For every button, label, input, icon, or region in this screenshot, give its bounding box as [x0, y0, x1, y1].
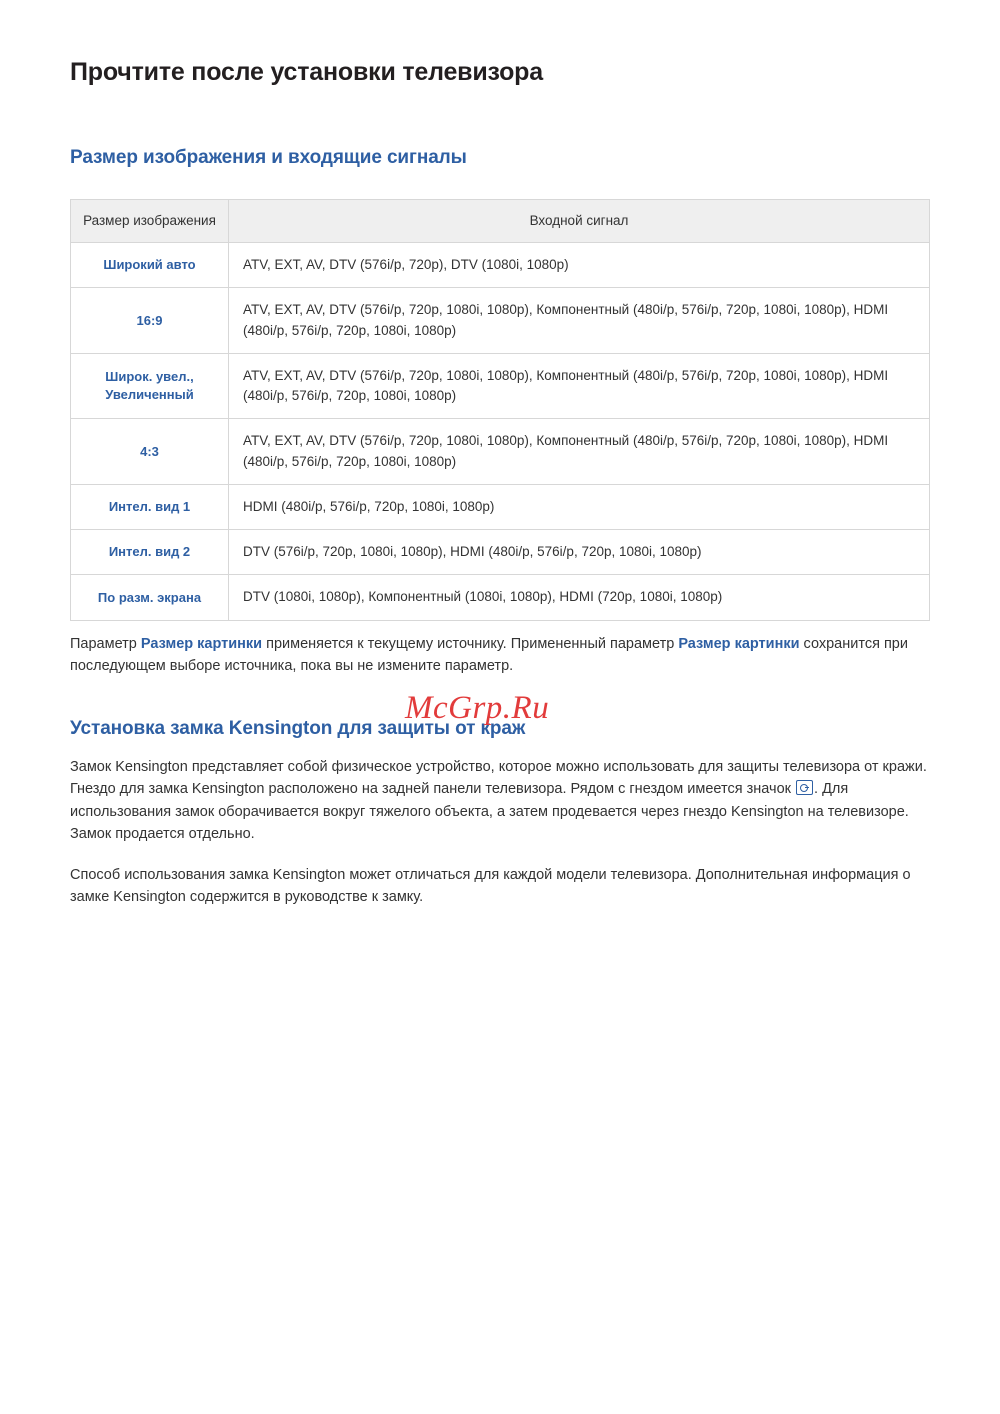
table-cell-size: 16:9	[71, 288, 229, 354]
table-header-signal: Входной сигнал	[229, 200, 930, 243]
picture-size-note	[70, 633, 930, 678]
table-row	[71, 575, 930, 620]
table-row	[71, 419, 930, 485]
table-cell-signal: ATV, EXT, AV, DTV (576i/p, 720p, 1080i, 1080p), Компонентный (480i/p, 576i/p, 720p, 1080i, 1080p), HDMI (480i/p, 576i/p, 720p, 1080i, 1080p)	[229, 353, 930, 419]
table-cell-signal: HDMI (480i/p, 576i/p, 720p, 1080i, 1080p)	[229, 484, 930, 529]
note-text-2: применяется к текущему источнику. Примененный параметр	[262, 635, 679, 652]
page-title: Прочтите после установки телевизора	[70, 58, 543, 86]
table-cell-size: Широкий авто	[71, 243, 229, 288]
picture-size-signal-table	[70, 199, 930, 621]
section-heading-kensington: Установка замка Kensington для защиты от краж	[70, 717, 526, 739]
spacer	[70, 169, 930, 199]
table-header-size-line1: Размер изображения	[83, 213, 216, 228]
kensington-paragraph-1	[70, 756, 930, 846]
kensington-text-before-icon: Замок Kensington представляет собой физическое устройство, которое можно использовать для защиты телевизора от кражи. Гнездо для замка Kensington расположено на задней панели телевизора. Рядом с гнездом имеется значок	[70, 758, 927, 798]
watermark: McGrp.Ru	[405, 690, 550, 726]
page-content	[70, 58, 930, 908]
table-cell-signal: ATV, EXT, AV, DTV (576i/p, 720p, 1080i, 1080p), Компонентный (480i/p, 576i/p, 720p, 1080i, 1080p), HDMI (480i/p, 576i/p, 720p, 1080i, 1080p)	[229, 419, 930, 485]
table-row	[71, 353, 930, 419]
spacer	[70, 87, 930, 147]
table-header-size	[71, 200, 229, 243]
table-cell-signal: ATV, EXT, AV, DTV (576i/p, 720p, 1080i, 1080p), Компонентный (480i/p, 576i/p, 720p, 1080i, 1080p), HDMI (480i/p, 576i/p, 720p, 1080i, 1080p)	[229, 288, 930, 354]
table-cell-size: 4:3	[71, 419, 229, 485]
table-cell-signal: DTV (576i/p, 720p, 1080i, 1080p), HDMI (480i/p, 576i/p, 720p, 1080i, 1080p)	[229, 530, 930, 575]
kensington-section	[70, 718, 930, 909]
note-text-3: сохранится при последующем выборе источника, пока вы не измените параметр.	[70, 635, 908, 675]
table-row	[71, 484, 930, 529]
table-header-row	[71, 200, 930, 243]
kensington-paragraph-2: Способ использования замка Kensington может отличаться для каждой модели телевизора. Дополнительная информация о замке Kensington содержится в руководстве к замку.	[70, 866, 911, 905]
table-row	[71, 530, 930, 575]
kensington-lock-icon	[796, 780, 813, 795]
table-cell-size: По разм. экрана	[71, 575, 229, 620]
table-cell-size: Широк. увел., Увеличенный	[71, 353, 229, 419]
table-cell-signal: ATV, EXT, AV, DTV (576i/p, 720p), DTV (1080i, 1080p)	[229, 243, 930, 288]
note-text-1: Параметр	[70, 635, 141, 652]
kensington-text-after-icon: . Для использования замок оборачивается вокруг тяжелого объекта, а затем продевается через гнездо Kensington на телевизоре. Замок продается отдельно.	[70, 781, 909, 843]
table-cell-signal: DTV (1080i, 1080p), Компонентный (1080i, 1080p), HDMI (720p, 1080i, 1080p)	[229, 575, 930, 620]
table-row	[71, 243, 930, 288]
table-row	[71, 288, 930, 354]
table-cell-size: Интел. вид 2	[71, 530, 229, 575]
table-cell-size: Интел. вид 1	[71, 484, 229, 529]
section-heading-picture-size: Размер изображения и входящие сигналы	[70, 147, 467, 168]
note-emphasis-2: Размер картинки	[678, 635, 800, 652]
note-emphasis-1: Размер картинки	[140, 635, 263, 652]
